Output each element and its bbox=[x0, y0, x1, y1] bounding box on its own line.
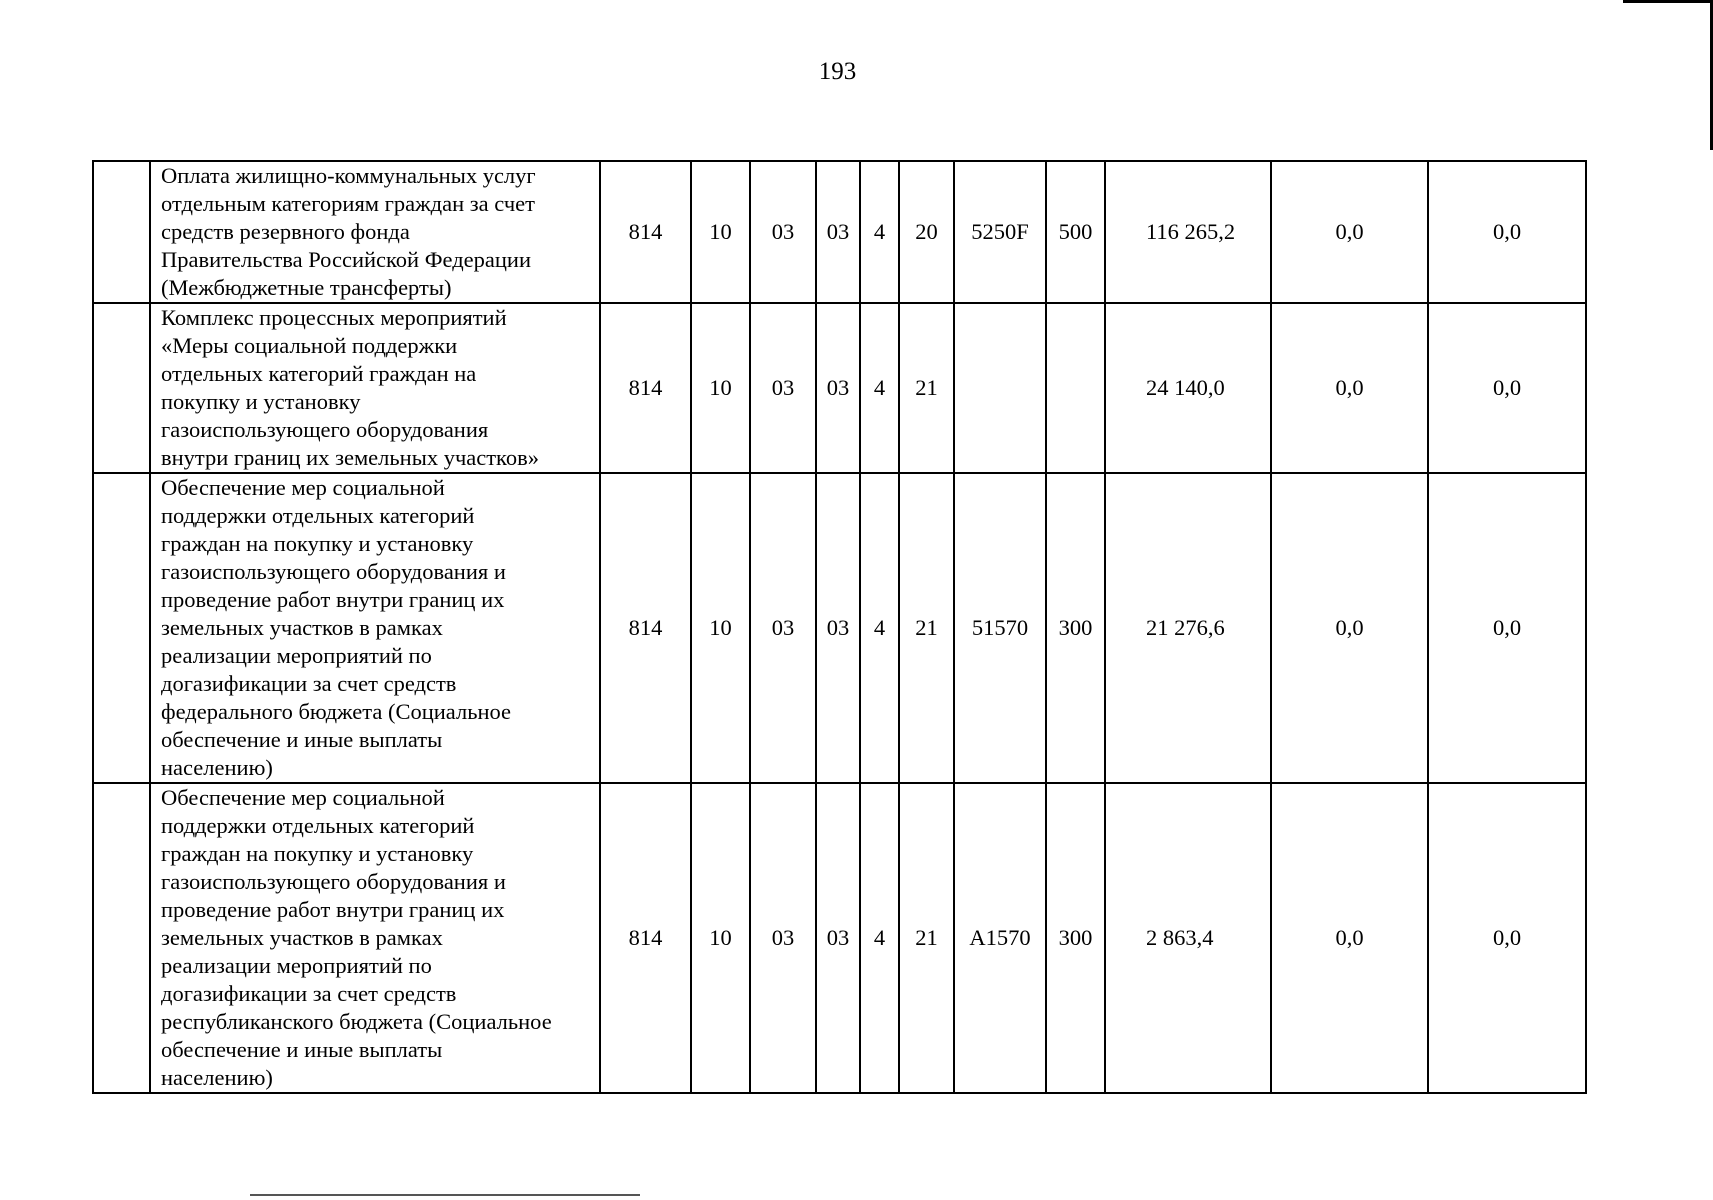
grbs-cell: 814 bbox=[600, 161, 691, 303]
description-line: федерального бюджета (Социальное bbox=[161, 699, 512, 724]
table-row bbox=[93, 303, 1586, 473]
subsection-cell: 03 bbox=[750, 161, 816, 303]
section-cell: 10 bbox=[691, 161, 750, 303]
description-cell bbox=[150, 473, 600, 783]
target-article-part4-cell: A1570 bbox=[954, 783, 1046, 1093]
target-article-part2-cell: 4 bbox=[860, 783, 899, 1093]
row-number-cell bbox=[93, 473, 150, 783]
target-article-part4-cell: 5250F bbox=[954, 161, 1046, 303]
description-line: отдельных категорий граждан на bbox=[161, 361, 477, 386]
description-line: средств резервного фонда bbox=[161, 219, 410, 244]
amount-year1-cell: 2 863,4 bbox=[1105, 783, 1271, 1093]
target-article-part1-cell: 03 bbox=[816, 783, 860, 1093]
row-number-cell bbox=[93, 303, 150, 473]
description-line: обеспечение и иные выплаты bbox=[161, 727, 443, 752]
amount-year1-cell: 24 140,0 bbox=[1105, 303, 1271, 473]
description-line: газоиспользующего оборудования и bbox=[161, 559, 506, 584]
description-line: догазификации за счет средств bbox=[161, 671, 457, 696]
description-line: покупку и установку bbox=[161, 389, 361, 414]
description-line: реализации мероприятий по bbox=[161, 643, 432, 668]
expense-type-cell: 300 bbox=[1046, 783, 1105, 1093]
description-cell bbox=[150, 303, 600, 473]
target-article-part4-cell bbox=[954, 303, 1046, 473]
target-article-part1-cell: 03 bbox=[816, 303, 860, 473]
description-line: населению) bbox=[161, 1065, 273, 1090]
description-line: (Межбюджетные трансферты) bbox=[161, 275, 452, 300]
description-line: газоиспользующего оборудования и bbox=[161, 869, 506, 894]
description-line: Оплата жилищно-коммунальных услуг bbox=[161, 163, 536, 188]
page-number: 193 bbox=[818, 58, 857, 85]
description-line: земельных участков в рамках bbox=[161, 925, 443, 950]
description-line: отдельным категориям граждан за счет bbox=[161, 191, 535, 216]
amount-year2-cell: 0,0 bbox=[1271, 783, 1428, 1093]
description-line: газоиспользующего оборудования bbox=[161, 417, 489, 442]
amount-year3-cell: 0,0 bbox=[1428, 161, 1586, 303]
target-article-part2-cell: 4 bbox=[860, 303, 899, 473]
amount-year2-cell: 0,0 bbox=[1271, 473, 1428, 783]
amount-year1-cell: 116 265,2 bbox=[1105, 161, 1271, 303]
description-line: граждан на покупку и установку bbox=[161, 841, 474, 866]
amount-year3-cell: 0,0 bbox=[1428, 783, 1586, 1093]
description-line: догазификации за счет средств bbox=[161, 981, 457, 1006]
description-line: Правительства Российской Федерации bbox=[161, 247, 531, 272]
description-line: населению) bbox=[161, 755, 273, 780]
footer-rule bbox=[250, 1194, 640, 1196]
description-line: республиканского бюджета (Социальное bbox=[161, 1009, 552, 1034]
expense-type-cell: 500 bbox=[1046, 161, 1105, 303]
subsection-cell: 03 bbox=[750, 303, 816, 473]
section-cell: 10 bbox=[691, 303, 750, 473]
grbs-cell: 814 bbox=[600, 783, 691, 1093]
description-line: Комплекс процессных мероприятий bbox=[161, 305, 507, 330]
description-cell bbox=[150, 783, 600, 1093]
budget-table bbox=[92, 160, 1587, 1094]
description-line: внутри границ их земельных участков» bbox=[161, 445, 539, 470]
target-article-part3-cell: 21 bbox=[899, 783, 954, 1093]
section-cell: 10 bbox=[691, 783, 750, 1093]
description-line: Обеспечение мер социальной bbox=[161, 475, 445, 500]
grbs-cell: 814 bbox=[600, 473, 691, 783]
description-cell bbox=[150, 161, 600, 303]
target-article-part3-cell: 20 bbox=[899, 161, 954, 303]
row-number-cell bbox=[93, 783, 150, 1093]
subsection-cell: 03 bbox=[750, 473, 816, 783]
expense-type-cell bbox=[1046, 303, 1105, 473]
scan-edge-line bbox=[1623, 0, 1713, 3]
target-article-part2-cell: 4 bbox=[860, 161, 899, 303]
row-number-cell bbox=[93, 161, 150, 303]
description-line: проведение работ внутри границ их bbox=[161, 587, 505, 612]
description-line: проведение работ внутри границ их bbox=[161, 897, 505, 922]
target-article-part3-cell: 21 bbox=[899, 473, 954, 783]
table-row bbox=[93, 473, 1586, 783]
description-line: обеспечение и иные выплаты bbox=[161, 1037, 443, 1062]
amount-year2-cell: 0,0 bbox=[1271, 303, 1428, 473]
target-article-part1-cell: 03 bbox=[816, 161, 860, 303]
amount-year1-cell: 21 276,6 bbox=[1105, 473, 1271, 783]
description-line: реализации мероприятий по bbox=[161, 953, 432, 978]
table-row bbox=[93, 783, 1586, 1093]
target-article-part2-cell: 4 bbox=[860, 473, 899, 783]
description-line: поддержки отдельных категорий bbox=[161, 813, 475, 838]
description-line: «Меры социальной поддержки bbox=[161, 333, 458, 358]
description-line: земельных участков в рамках bbox=[161, 615, 443, 640]
target-article-part3-cell: 21 bbox=[899, 303, 954, 473]
amount-year3-cell: 0,0 bbox=[1428, 303, 1586, 473]
expense-type-cell: 300 bbox=[1046, 473, 1105, 783]
description-line: поддержки отдельных категорий bbox=[161, 503, 475, 528]
table-body bbox=[93, 161, 1586, 1093]
amount-year2-cell: 0,0 bbox=[1271, 161, 1428, 303]
grbs-cell: 814 bbox=[600, 303, 691, 473]
description-line: граждан на покупку и установку bbox=[161, 531, 474, 556]
table-row bbox=[93, 161, 1586, 303]
amount-year3-cell: 0,0 bbox=[1428, 473, 1586, 783]
description-line: Обеспечение мер социальной bbox=[161, 785, 445, 810]
section-cell: 10 bbox=[691, 473, 750, 783]
target-article-part1-cell: 03 bbox=[816, 473, 860, 783]
subsection-cell: 03 bbox=[750, 783, 816, 1093]
target-article-part4-cell: 51570 bbox=[954, 473, 1046, 783]
